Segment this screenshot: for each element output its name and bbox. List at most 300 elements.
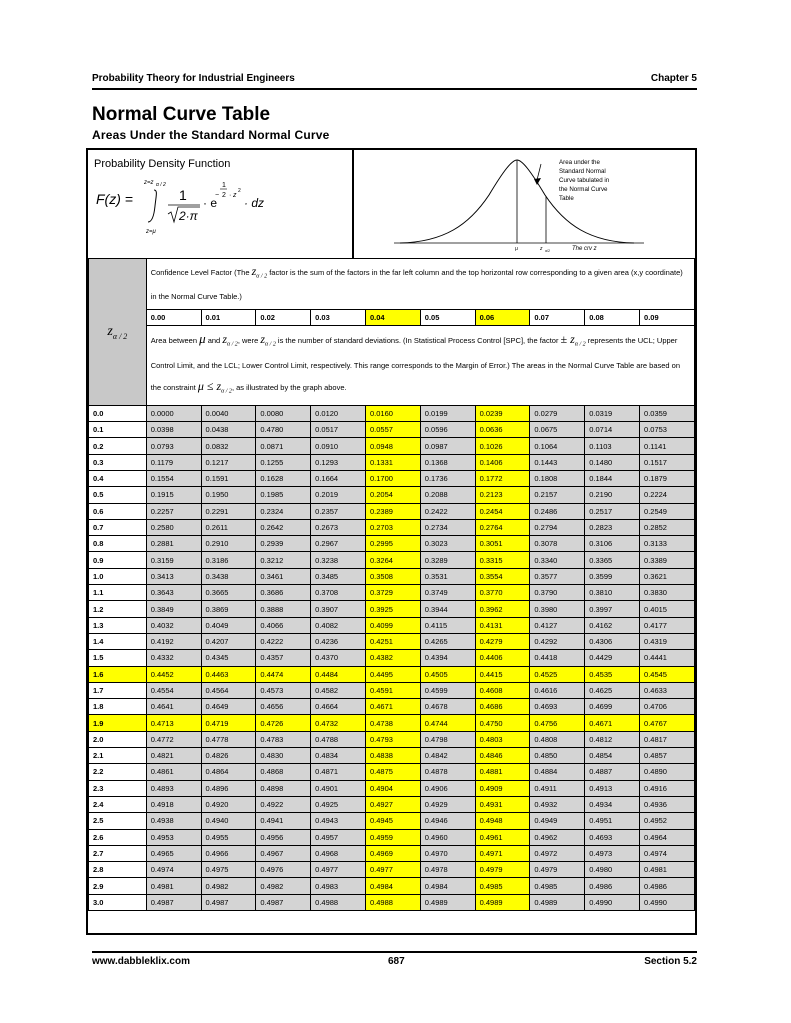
- confidence-note-row: [89, 259, 695, 310]
- table-cell: 0.1664: [311, 470, 366, 486]
- table-cell: 0.3869: [201, 601, 256, 617]
- column-header: 0.04: [365, 309, 420, 325]
- table-cell: 0.4484: [311, 666, 366, 682]
- table-cell: 0.0279: [530, 405, 585, 421]
- table-cell: 0.2257: [146, 503, 201, 519]
- column-header: 0.05: [420, 309, 475, 325]
- table-row: [89, 715, 695, 731]
- table-cell: 0.3315: [475, 552, 530, 568]
- svg-text:z=z: z=z: [144, 180, 154, 186]
- table-cell: 0.0557: [365, 422, 420, 438]
- svg-text:z=μ: z=μ: [146, 229, 156, 235]
- table-row: [89, 536, 695, 552]
- table-cell: 0.4890: [640, 764, 695, 780]
- table-cell: 0.4948: [475, 813, 530, 829]
- confidence-note: Confidence Level Factor (The $z_{\alpha / 2}$ factor is the sum of the factors in the far left column and the top horizontal row corresponding to a given area (x,y coordinate) in the Normal Curve Table.): [146, 259, 694, 310]
- table-cell: 0.3340: [530, 552, 585, 568]
- table-cell: 0.3051: [475, 536, 530, 552]
- row-z-label: 1.4: [89, 633, 147, 649]
- table-cell: 0.1772: [475, 470, 530, 486]
- table-cell: 0.4082: [311, 617, 366, 633]
- table-cell: 0.3830: [640, 585, 695, 601]
- table-cell: 0.4821: [146, 748, 201, 764]
- table-cell: 0.2389: [365, 503, 420, 519]
- table-cell: 0.2324: [256, 503, 311, 519]
- table-row: [89, 748, 695, 764]
- table-cell: 0.2939: [256, 536, 311, 552]
- table-cell: 0.1103: [585, 438, 640, 454]
- table-cell: 0.3749: [420, 585, 475, 601]
- table-cell: 0.4971: [475, 845, 530, 861]
- row-z-label: 0.1: [89, 422, 147, 438]
- table-cell: 0.0239: [475, 405, 530, 421]
- table-cell: 0.3186: [201, 552, 256, 568]
- table-row: [89, 585, 695, 601]
- table-cell: 0.4222: [256, 633, 311, 649]
- table-cell: 0.3599: [585, 568, 640, 584]
- table-row: [89, 519, 695, 535]
- table-cell: 0.4429: [585, 650, 640, 666]
- table-cell: 0.4415: [475, 666, 530, 682]
- table-row: [89, 503, 695, 519]
- table-cell: 0.4738: [365, 715, 420, 731]
- table-cell: 0.4756: [530, 715, 585, 731]
- area-note-4: is the number of standard deviations. (In Statistical Process Control [SPC], the factor: [275, 335, 561, 345]
- table-cell: 0.4750: [475, 715, 530, 731]
- table-cell: 0.4920: [201, 796, 256, 812]
- row-z-label: 1.5: [89, 650, 147, 666]
- table-cell: 0.4678: [420, 699, 475, 715]
- table-cell: 0.4989: [475, 894, 530, 910]
- row-z-label: 2.5: [89, 813, 147, 829]
- table-row: [89, 422, 695, 438]
- annotation-line-5: Table: [559, 195, 574, 202]
- table-cell: 0.4925: [311, 796, 366, 812]
- row-z-label: 0.0: [89, 405, 147, 421]
- table-cell: 0.4015: [640, 601, 695, 617]
- table-cell: 0.0000: [146, 405, 201, 421]
- table-cell: 0.2794: [530, 519, 585, 535]
- table-cell: 0.4875: [365, 764, 420, 780]
- table-cell: 0.0871: [256, 438, 311, 454]
- row-z-label: 1.7: [89, 682, 147, 698]
- table-cell: 0.4957: [311, 829, 366, 845]
- normal-curve-graph: [352, 150, 697, 258]
- table-cell: 0.4906: [420, 780, 475, 796]
- table-cell: 0.4949: [530, 813, 585, 829]
- table-cell: 0.2454: [475, 503, 530, 519]
- table-cell: 0.4901: [311, 780, 366, 796]
- table-cell: 0.3264: [365, 552, 420, 568]
- header-rule: [92, 88, 697, 90]
- table-cell: 0.3461: [256, 568, 311, 584]
- row-z-label: 1.0: [89, 568, 147, 584]
- table-cell: 0.4418: [530, 650, 585, 666]
- table-cell: 0.2881: [146, 536, 201, 552]
- table-cell: 0.2517: [585, 503, 640, 519]
- table-cell: 0.4884: [530, 764, 585, 780]
- table-cell: 0.4988: [311, 894, 366, 910]
- table-cell: 0.3962: [475, 601, 530, 617]
- table-cell: 0.4922: [256, 796, 311, 812]
- area-note-5: represents the UCL; Upper Control Limit, and the LCL; Lower Control Limit, respectively. This range corresponds to the Margin of Error.) The areas in the Normal Curve Table are based on the constraint: [150, 335, 681, 393]
- table-cell: 0.4932: [530, 796, 585, 812]
- table-cell: 0.4251: [365, 633, 420, 649]
- table-cell: 0.3078: [530, 536, 585, 552]
- table-cell: 0.4525: [530, 666, 585, 682]
- table-cell: 0.2422: [420, 503, 475, 519]
- table-cell: 0.4850: [530, 748, 585, 764]
- axis-z-label: z: [540, 246, 543, 252]
- row-z-label: 2.6: [89, 829, 147, 845]
- table-cell: 0.4656: [256, 699, 311, 715]
- svg-text:2: 2: [238, 188, 241, 194]
- table-cell: 0.4803: [475, 731, 530, 747]
- table-cell: 0.4968: [311, 845, 366, 861]
- page-subtitle: Areas Under the Standard Normal Curve: [92, 128, 330, 142]
- table-cell: 0.4370: [311, 650, 366, 666]
- table-cell: 0.3106: [585, 536, 640, 552]
- table-cell: 0.4564: [201, 682, 256, 698]
- table-cell: 0.4535: [585, 666, 640, 682]
- table-cell: 0.3665: [201, 585, 256, 601]
- table-cell: 0.4961: [475, 829, 530, 845]
- table-cell: 0.2995: [365, 536, 420, 552]
- table-cell: 0.3907: [311, 601, 366, 617]
- table-cell: 0.4970: [420, 845, 475, 861]
- table-cell: 0.4817: [640, 731, 695, 747]
- table-cell: 0.4671: [365, 699, 420, 715]
- table-cell: 0.4881: [475, 764, 530, 780]
- table-cell: 0.4641: [146, 699, 201, 715]
- row-z-label: 2.4: [89, 796, 147, 812]
- table-row: [89, 405, 695, 421]
- table-cell: 0.3554: [475, 568, 530, 584]
- table-cell: 0.2703: [365, 519, 420, 535]
- row-z-label: 1.6: [89, 666, 147, 682]
- pdf-panel: [88, 150, 352, 258]
- table-cell: 0.2910: [201, 536, 256, 552]
- table-row: [89, 438, 695, 454]
- table-cell: 0.4719: [201, 715, 256, 731]
- table-cell: 0.4979: [530, 862, 585, 878]
- table-cell: 0.0319: [585, 405, 640, 421]
- table-cell: 0.4573: [256, 682, 311, 698]
- running-footer: [92, 956, 697, 970]
- table-cell: 0.4931: [475, 796, 530, 812]
- row-z-label: 2.1: [89, 748, 147, 764]
- table-cell: 0.4732: [311, 715, 366, 731]
- column-header: 0.09: [640, 309, 695, 325]
- table-cell: 0.3413: [146, 568, 201, 584]
- row-z-label: 0.8: [89, 536, 147, 552]
- table-cell: 0.4864: [201, 764, 256, 780]
- table-cell: 0.4990: [640, 894, 695, 910]
- table-cell: 0.3770: [475, 585, 530, 601]
- table-cell: 0.1179: [146, 454, 201, 470]
- table-cell: 0.1700: [365, 470, 420, 486]
- table-cell: 0.0517: [311, 422, 366, 438]
- table-cell: 0.4049: [201, 617, 256, 633]
- table-cell: 0.0910: [311, 438, 366, 454]
- table-cell: 0.3577: [530, 568, 585, 584]
- table-cell: 0.1628: [256, 470, 311, 486]
- row-z-label: 0.7: [89, 519, 147, 535]
- table-cell: 0.3531: [420, 568, 475, 584]
- z-alpha-half-cell: [89, 259, 147, 406]
- table-cell: 0.4842: [420, 748, 475, 764]
- table-cell: 0.2611: [201, 519, 256, 535]
- z-symbol: z: [107, 323, 113, 339]
- table-cell: 0.4878: [420, 764, 475, 780]
- pdf-formula: [94, 176, 344, 256]
- table-cell: 0.1368: [420, 454, 475, 470]
- table-cell: 0.4960: [420, 829, 475, 845]
- column-header: 0.08: [585, 309, 640, 325]
- table-row: [89, 568, 695, 584]
- table-cell: 0.1591: [201, 470, 256, 486]
- axis-z-sub-label: α/2: [545, 249, 550, 253]
- row-z-label: 0.2: [89, 438, 147, 454]
- table-cell: 0.4177: [640, 617, 695, 633]
- table-cell: 0.4986: [640, 878, 695, 894]
- table-cell: 0.4989: [420, 894, 475, 910]
- footer-section: Section 5.2: [644, 956, 697, 967]
- table-cell: 0.0948: [365, 438, 420, 454]
- table-cell: 0.4115: [420, 617, 475, 633]
- row-z-label: 1.2: [89, 601, 147, 617]
- row-z-label: 2.3: [89, 780, 147, 796]
- table-cell: 0.0596: [420, 422, 475, 438]
- table-cell: 0.4830: [256, 748, 311, 764]
- table-cell: 0.4838: [365, 748, 420, 764]
- annotation-line-4: the Normal Curve: [559, 186, 608, 193]
- table-cell: 0.4394: [420, 650, 475, 666]
- table-cell: 0.0832: [201, 438, 256, 454]
- table-cell: 0.4693: [585, 829, 640, 845]
- table-cell: 0.2673: [311, 519, 366, 535]
- table-cell: 0.2549: [640, 503, 695, 519]
- table-cell: 0.1217: [201, 454, 256, 470]
- area-note: Area between μ and $z_{\alpha / 2}$, were $z_{\alpha / 2}$ is the number of standard deviations. (In Statistical Process Control [SPC], the factor ± $z_{\alpha / 2}$ represents the UCL; Upper Control Limit, and the LCL; Lower Control Limit, respectively. This range corresponds to the Margin of Error.) The areas in the Normal Curve Table are based on the constraint $\mu \le z_{\alpha / 2}$, as illustrated by the graph above.: [146, 325, 694, 405]
- table-cell: 0.4896: [201, 780, 256, 796]
- table-cell: 0.3621: [640, 568, 695, 584]
- row-z-label: 2.9: [89, 878, 147, 894]
- annotation-line-2: Standard Normal: [559, 168, 606, 175]
- column-header: 0.00: [146, 309, 201, 325]
- table-cell: 0.3438: [201, 568, 256, 584]
- table-row: [89, 699, 695, 715]
- header-chapter: Chapter 5: [650, 73, 697, 84]
- table-cell: 0.2823: [585, 519, 640, 535]
- table-cell: 0.4981: [146, 878, 201, 894]
- table-cell: 0.4726: [256, 715, 311, 731]
- annotation-arrow: [537, 164, 541, 180]
- table-cell: 0.1554: [146, 470, 201, 486]
- row-z-label: 3.0: [89, 894, 147, 910]
- table-cell: 0.4649: [201, 699, 256, 715]
- area-note-row: [89, 325, 695, 405]
- table-cell: 0.4474: [256, 666, 311, 682]
- table-cell: 0.4406: [475, 650, 530, 666]
- table-cell: 0.3944: [420, 601, 475, 617]
- table-cell: 0.4934: [585, 796, 640, 812]
- table-cell: 0.2852: [640, 519, 695, 535]
- table-row: [89, 813, 695, 829]
- table-cell: 0.1985: [256, 487, 311, 503]
- table-cell: 0.1879: [640, 470, 695, 486]
- table-cell: 0.1517: [640, 454, 695, 470]
- table-cell: 0.4974: [146, 862, 201, 878]
- normal-curve-table: [88, 258, 695, 911]
- table-cell: 0.3925: [365, 601, 420, 617]
- table-cell: 0.4861: [146, 764, 201, 780]
- table-row: [89, 552, 695, 568]
- table-cell: 0.4985: [475, 878, 530, 894]
- svg-text:1: 1: [179, 187, 187, 203]
- table-cell: 0.4913: [585, 780, 640, 796]
- table-cell: 0.4332: [146, 650, 201, 666]
- table-cell: 0.4699: [585, 699, 640, 715]
- row-z-label: 0.5: [89, 487, 147, 503]
- column-header: 0.03: [311, 309, 366, 325]
- table-cell: 0.4985: [530, 878, 585, 894]
- table-cell: 0.2123: [475, 487, 530, 503]
- table-cell: 0.4940: [201, 813, 256, 829]
- table-cell: 0.4591: [365, 682, 420, 698]
- area-note-6: , as illustrated by the graph above.: [231, 383, 347, 393]
- table-cell: 0.4633: [640, 682, 695, 698]
- table-cell: 0.4936: [640, 796, 695, 812]
- svg-text:F(z) =: F(z) =: [96, 191, 133, 207]
- table-cell: 0.4066: [256, 617, 311, 633]
- column-header: 0.06: [475, 309, 530, 325]
- table-cell: 0.4964: [640, 829, 695, 845]
- table-cell: 0.4292: [530, 633, 585, 649]
- table-row: [89, 796, 695, 812]
- table-cell: 0.4846: [475, 748, 530, 764]
- table-cell: 0.4967: [256, 845, 311, 861]
- table-cell: 0.0199: [420, 405, 475, 421]
- arrow-head-icon: [534, 178, 541, 185]
- row-z-label: 0.3: [89, 454, 147, 470]
- table-cell: 0.4981: [640, 862, 695, 878]
- table-cell: 0.3485: [311, 568, 366, 584]
- table-cell: 0.4980: [585, 862, 640, 878]
- table-cell: 0.2642: [256, 519, 311, 535]
- table-cell: 0.4965: [146, 845, 201, 861]
- table-cell: 0.1293: [311, 454, 366, 470]
- table-cell: 0.4664: [311, 699, 366, 715]
- table-cell: 0.4772: [146, 731, 201, 747]
- area-note-1: Area between: [150, 335, 200, 345]
- svg-text:2·π: 2·π: [179, 209, 198, 223]
- table-row: [89, 650, 695, 666]
- table-cell: 0.0987: [420, 438, 475, 454]
- table-cell: 0.4812: [585, 731, 640, 747]
- table-cell: 0.1255: [256, 454, 311, 470]
- table-cell: 0.4505: [420, 666, 475, 682]
- table-cell: 0.4975: [201, 862, 256, 878]
- table-cell: 0.3980: [530, 601, 585, 617]
- table-cell: 0.4979: [475, 862, 530, 878]
- table-cell: 0.4452: [146, 666, 201, 682]
- table-row: [89, 894, 695, 910]
- table-cell: 0.4974: [640, 845, 695, 861]
- table-row: [89, 666, 695, 682]
- annotation-line-1: Area under the: [559, 159, 600, 166]
- table-cell: 0.3888: [256, 601, 311, 617]
- table-cell: 0.4599: [420, 682, 475, 698]
- table-cell: 0.2967: [311, 536, 366, 552]
- table-cell: 0.4686: [475, 699, 530, 715]
- table-row: [89, 601, 695, 617]
- running-header: [92, 73, 697, 87]
- table-cell: 0.4953: [146, 829, 201, 845]
- table-cell: 0.4808: [530, 731, 585, 747]
- table-cell: 0.4265: [420, 633, 475, 649]
- area-note-2: and: [205, 335, 223, 345]
- table-cell: 0.2054: [365, 487, 420, 503]
- table-cell: 0.2291: [201, 503, 256, 519]
- table-cell: 0.4978: [420, 862, 475, 878]
- row-z-label: 0.4: [89, 470, 147, 486]
- row-z-label: 0.9: [89, 552, 147, 568]
- table-cell: 0.4279: [475, 633, 530, 649]
- page-number: 687: [388, 956, 405, 967]
- table-cell: 0.3643: [146, 585, 201, 601]
- table-cell: 0.4744: [420, 715, 475, 731]
- table-cell: 0.0040: [201, 405, 256, 421]
- table-cell: 0.0398: [146, 422, 201, 438]
- table-cell: 0.4783: [256, 731, 311, 747]
- row-z-label: 1.9: [89, 715, 147, 731]
- table-cell: 0.0675: [530, 422, 585, 438]
- table-cell: 0.4706: [640, 699, 695, 715]
- table-cell: 0.4207: [201, 633, 256, 649]
- table-cell: 0.4319: [640, 633, 695, 649]
- table-cell: 0.4941: [256, 813, 311, 829]
- table-cell: 0.4608: [475, 682, 530, 698]
- table-cell: 0.1141: [640, 438, 695, 454]
- footer-rule: [92, 951, 697, 953]
- table-cell: 0.1064: [530, 438, 585, 454]
- table-cell: 0.4966: [201, 845, 256, 861]
- table-cell: 0.1331: [365, 454, 420, 470]
- table-cell: 0.4916: [640, 780, 695, 796]
- table-cell: 0.0753: [640, 422, 695, 438]
- table-cell: 0.4131: [475, 617, 530, 633]
- table-cell: 0.4982: [256, 878, 311, 894]
- table-cell: 0.4962: [530, 829, 585, 845]
- table-cell: 0.2190: [585, 487, 640, 503]
- confidence-note-pre: Confidence Level Factor (The: [150, 268, 252, 277]
- table-cell: 0.4192: [146, 633, 201, 649]
- table-cell: 0.4956: [256, 829, 311, 845]
- table-cell: 0.3790: [530, 585, 585, 601]
- table-cell: 0.4306: [585, 633, 640, 649]
- table-cell: 0.0714: [585, 422, 640, 438]
- table-cell: 0.3997: [585, 601, 640, 617]
- row-z-label: 2.0: [89, 731, 147, 747]
- table-cell: 0.4032: [146, 617, 201, 633]
- table-cell: 0.1443: [530, 454, 585, 470]
- table-cell: 0.4911: [530, 780, 585, 796]
- table-cell: 0.2580: [146, 519, 201, 535]
- table-cell: 0.3159: [146, 552, 201, 568]
- table-row: [89, 617, 695, 633]
- table-cell: 0.0438: [201, 422, 256, 438]
